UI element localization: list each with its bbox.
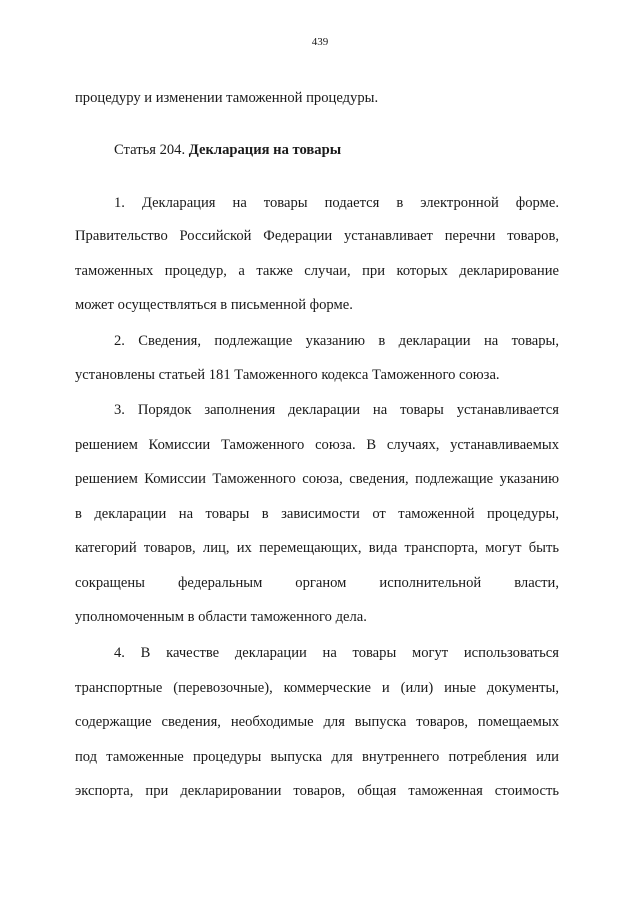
article-heading xyxy=(114,141,559,159)
paragraph-1-line-4: может осуществляться в письменной форме. xyxy=(75,297,353,313)
article-title: Декларация на товары xyxy=(188,142,342,158)
paragraph-4-line-5: экспорта, при декларировании товаров, общая таможенная стоимость xyxy=(75,783,559,799)
paragraph-3-line-7: уполномоченным в области таможенного дела. xyxy=(75,609,367,625)
paragraph-2-line-1: 2. Сведения, подлежащие указанию в декларации на товары, xyxy=(114,333,559,349)
article-prefix: Статья 204. xyxy=(114,142,186,158)
paragraph-4-line-2: транспортные (перевозочные), коммерческие и (или) иные документы, xyxy=(75,680,559,696)
paragraph-4-line-3: содержащие сведения, необходимые для выпуска товаров, помещаемых xyxy=(75,714,559,730)
paragraph-3-line-1: 3. Порядок заполнения декларации на товары устанавливается xyxy=(114,402,559,418)
paragraph-3-line-5: категорий товаров, лиц, их перемещающих, вида транспорта, могут быть xyxy=(75,540,559,556)
paragraph-3-line-3: решением Комиссии Таможенного союза, сведения, подлежащие указанию xyxy=(75,471,559,487)
paragraph-3-line-2: решением Комиссии Таможенного союза. В случаях, устанавливаемых xyxy=(75,437,559,453)
paragraph-4-line-4: под таможенные процедуры выпуска для внутреннего потребления или xyxy=(75,749,559,765)
paragraph-3-line-4: в декларации на товары в зависимости от таможенной процедуры, xyxy=(75,506,559,522)
paragraph-1-line-3: таможенных процедур, а также случаи, при которых декларирование xyxy=(75,263,559,279)
carryover-line: процедуру и изменении таможенной процедуры. xyxy=(75,90,379,106)
paragraph-3-line-6: сокращены федеральным органом исполнительной власти, xyxy=(75,575,559,591)
paragraph-1-line-2: Правительство Российской Федерации устанавливает перечни товаров, xyxy=(75,228,559,244)
paragraph-4-line-1: 4. В качестве декларации на товары могут использоваться xyxy=(114,645,559,661)
paragraph-2-line-2: установлены статьей 181 Таможенного кодекса Таможенного союза. xyxy=(75,367,500,383)
paragraph-1-line-1: 1. Декларация на товары подается в электронной форме. xyxy=(114,195,559,211)
page-number: 439 xyxy=(311,36,329,48)
